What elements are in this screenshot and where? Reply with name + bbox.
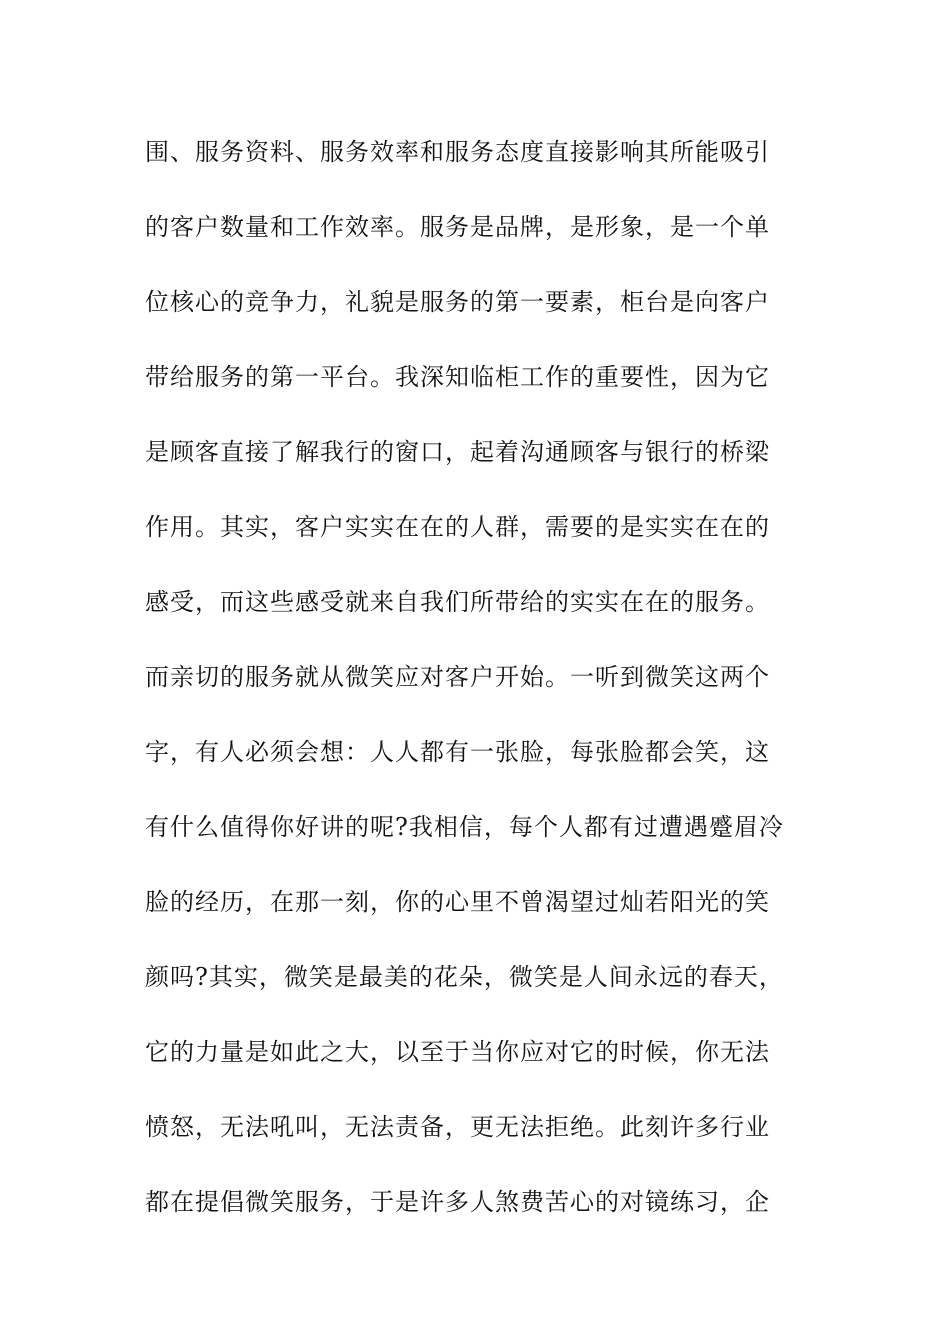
- text-line: 的客户数量和工作效率。服务是品牌，是形象，是一个单: [145, 213, 770, 241]
- text-line: 位核心的竞争力，礼貌是服务的第一要素，柜台是向客户: [145, 288, 770, 316]
- text-line: 作用。其实，客户实实在在的人群，需要的是实实在在的: [145, 513, 770, 541]
- text-line: 颜吗?其实，微笑是最美的花朵，微笑是人间永远的春天，: [145, 963, 784, 991]
- text-line: 都在提倡微笑服务，于是许多人煞费苦心的对镜练习，企: [145, 1188, 770, 1216]
- text-line: 脸的经历，在那一刻，你的心里不曾渴望过灿若阳光的笑: [145, 888, 770, 916]
- text-line: 围、服务资料、服务效率和服务态度直接影响其所能吸引: [145, 138, 770, 166]
- text-line: 它的力量是如此之大，以至于当你应对它的时候，你无法: [145, 1038, 770, 1066]
- body-text: [145, 130, 805, 1255]
- text-line: 带给服务的第一平台。我深知临柜工作的重要性，因为它: [145, 363, 770, 391]
- text-line: 感受，而这些感受就来自我们所带给的实实在在的服务。: [145, 588, 770, 616]
- text-line: 是顾客直接了解我行的窗口，起着沟通顾客与银行的桥梁: [145, 438, 770, 466]
- text-line: 有什么值得你好讲的呢?我相信，每个人都有过遭遇蹙眉冷: [145, 813, 784, 841]
- text-line: 字，有人必须会想：人人都有一张脸，每张脸都会笑，这: [145, 738, 770, 766]
- text-line: 愤怒，无法吼叫，无法责备，更无法拒绝。此刻许多行业: [145, 1113, 770, 1141]
- text-line: 而亲切的服务就从微笑应对客户开始。一听到微笑这两个: [145, 663, 770, 691]
